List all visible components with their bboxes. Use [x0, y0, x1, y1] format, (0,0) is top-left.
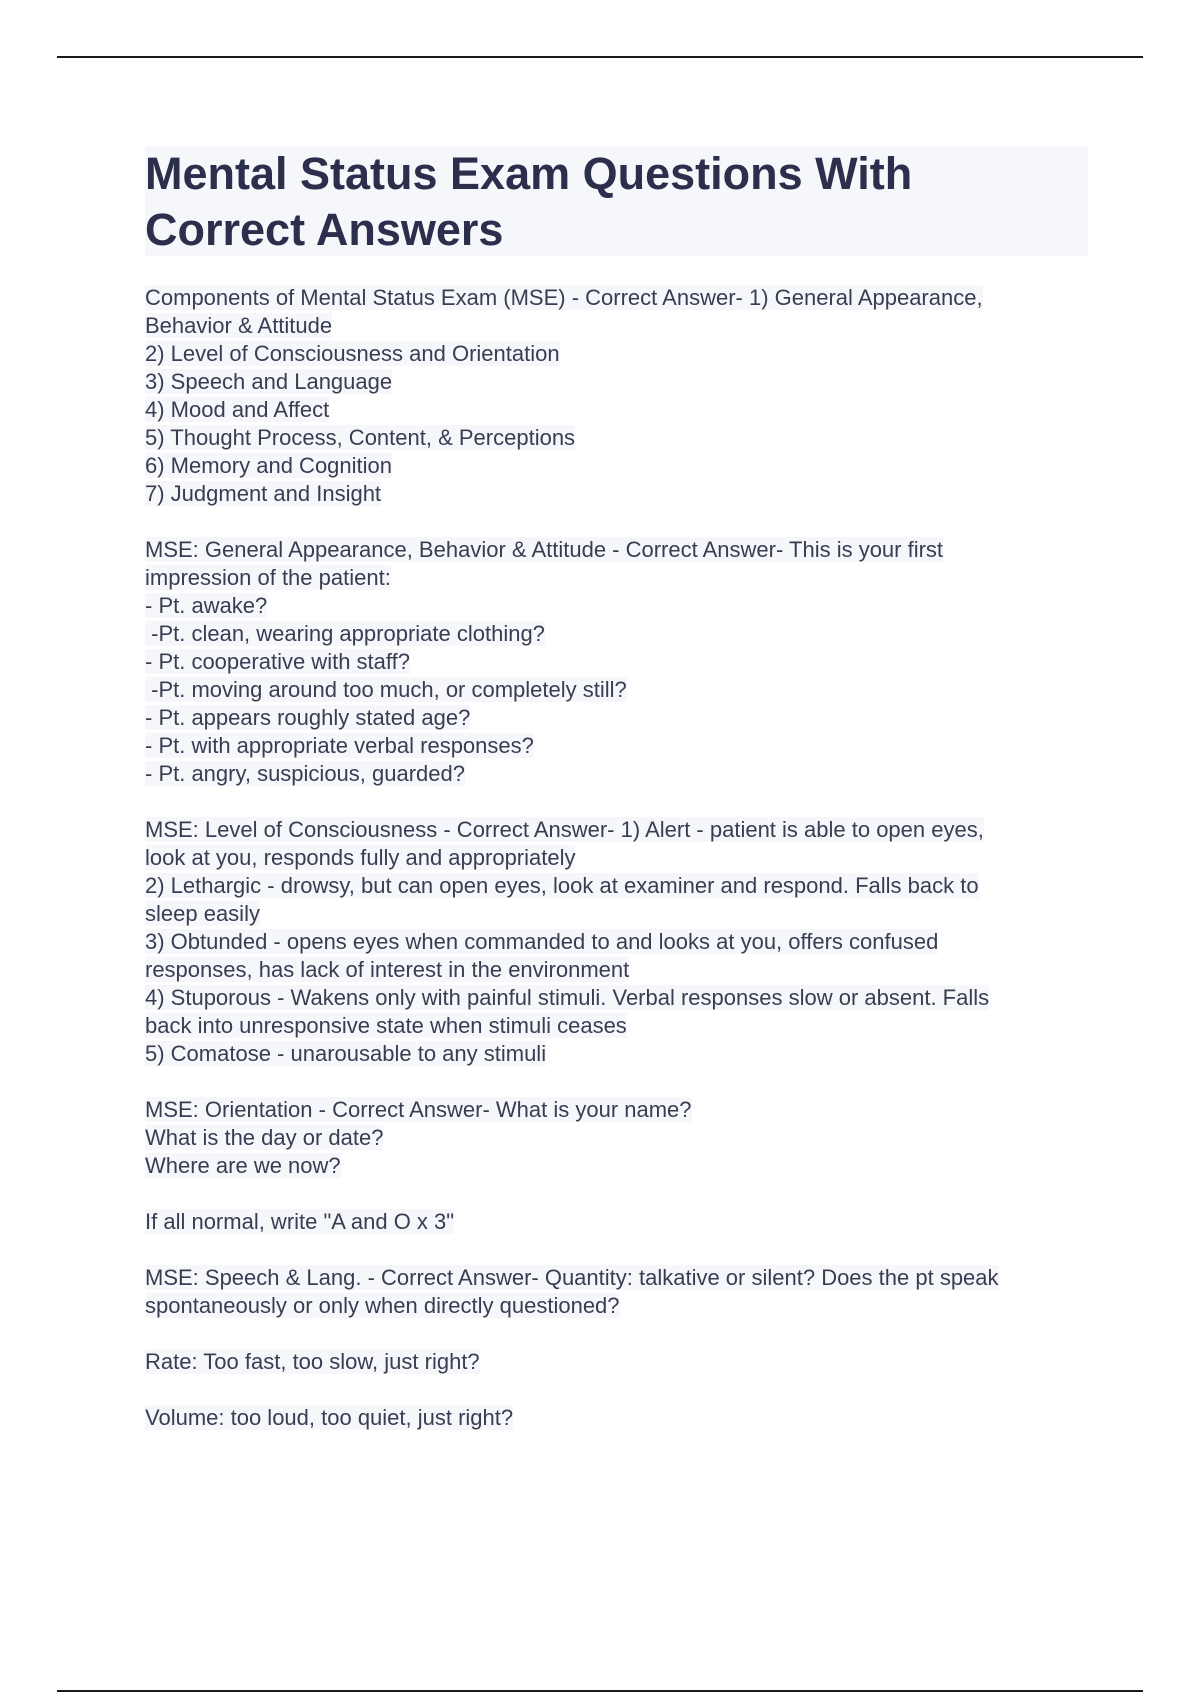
text-line [145, 816, 1095, 844]
text-line-content: 3) Speech and Language [145, 369, 393, 394]
qa-section [145, 1096, 1095, 1180]
text-line-content: Rate: Too fast, too slow, just right? [145, 1349, 480, 1374]
text-line [145, 704, 1095, 732]
text-line-content: 4) Mood and Affect [145, 397, 330, 422]
qa-section [145, 1208, 1095, 1236]
text-line-content: Where are we now? [145, 1153, 341, 1178]
title-block [145, 146, 1088, 256]
text-line [145, 1292, 1095, 1320]
text-line-content: Behavior & Attitude [145, 313, 333, 338]
text-line [145, 676, 1095, 704]
text-line [145, 564, 1095, 592]
qa-section [145, 816, 1095, 1068]
text-line-content: - Pt. awake? [145, 593, 268, 618]
text-line-content: 4) Stuporous - Wakens only with painful stimuli. Verbal responses slow or absent. Falls [145, 985, 990, 1010]
text-line [145, 1096, 1095, 1124]
text-line-content: If all normal, write "A and O x 3" [145, 1209, 455, 1234]
text-line-content: 5) Thought Process, Content, & Perceptions [145, 425, 576, 450]
text-line [145, 1208, 1095, 1236]
text-line [145, 592, 1095, 620]
document-body [145, 284, 1095, 1460]
text-line-content: What is the day or date? [145, 1125, 384, 1150]
text-line-content: spontaneously or only when directly questioned? [145, 1293, 620, 1318]
text-line [145, 872, 1095, 900]
text-line [145, 1012, 1095, 1040]
text-line-content: MSE: Orientation - Correct Answer- What is your name? [145, 1097, 692, 1122]
bottom-divider [57, 1690, 1143, 1692]
text-line [145, 1404, 1095, 1432]
text-line [145, 1264, 1095, 1292]
text-line-content: MSE: Speech & Lang. - Correct Answer- Quantity: talkative or silent? Does the pt speak [145, 1265, 999, 1290]
text-line-content: MSE: General Appearance, Behavior & Attitude - Correct Answer- This is your first [145, 537, 944, 562]
top-divider [57, 56, 1143, 58]
text-line-content: 3) Obtunded - opens eyes when commanded to and looks at you, offers confused [145, 929, 939, 954]
text-line [145, 424, 1095, 452]
qa-section [145, 536, 1095, 788]
text-line-content: 5) Comatose - unarousable to any stimuli [145, 1041, 547, 1066]
text-line [145, 620, 1095, 648]
text-line [145, 1152, 1095, 1180]
text-line [145, 312, 1095, 340]
text-line [145, 1124, 1095, 1152]
text-line [145, 760, 1095, 788]
qa-section [145, 284, 1095, 508]
text-line [145, 1348, 1095, 1376]
text-line-content: sleep easily [145, 901, 260, 926]
text-line-content: 2) Lethargic - drowsy, but can open eyes, look at examiner and respond. Falls back to [145, 873, 979, 898]
text-line-content: Components of Mental Status Exam (MSE) - Correct Answer- 1) General Appearance, [145, 285, 983, 310]
text-line-content: impression of the patient: [145, 565, 391, 590]
text-line [145, 368, 1095, 396]
text-line [145, 844, 1095, 872]
text-line-content: 6) Memory and Cognition [145, 453, 393, 478]
text-line-content: back into unresponsive state when stimuli ceases [145, 1013, 627, 1038]
text-line-content: MSE: Level of Consciousness - Correct Answer- 1) Alert - patient is able to open eyes, [145, 817, 984, 842]
page-title-line-2: Correct Answers [145, 204, 504, 255]
qa-section [145, 1264, 1095, 1320]
text-line [145, 284, 1095, 312]
text-line [145, 1040, 1095, 1068]
text-line-content: 7) Judgment and Insight [145, 481, 382, 506]
text-line-content: -Pt. clean, wearing appropriate clothing? [145, 621, 545, 646]
text-line [145, 900, 1095, 928]
text-line [145, 480, 1095, 508]
page-title [145, 146, 912, 258]
text-line-content: - Pt. with appropriate verbal responses? [145, 733, 534, 758]
text-line [145, 340, 1095, 368]
text-line-content: responses, has lack of interest in the environment [145, 957, 630, 982]
text-line [145, 396, 1095, 424]
text-line-content: 2) Level of Consciousness and Orientation [145, 341, 560, 366]
text-line-content: - Pt. appears roughly stated age? [145, 705, 471, 730]
text-line [145, 984, 1095, 1012]
text-line [145, 956, 1095, 984]
text-line-content: - Pt. cooperative with staff? [145, 649, 410, 674]
text-line-content: look at you, responds fully and appropriately [145, 845, 576, 870]
text-line-content: Volume: too loud, too quiet, just right? [145, 1405, 514, 1430]
text-line [145, 732, 1095, 760]
qa-section [145, 1348, 1095, 1376]
text-line [145, 452, 1095, 480]
qa-section [145, 1404, 1095, 1432]
page-title-line-1: Mental Status Exam Questions With [145, 148, 913, 199]
text-line-content: - Pt. angry, suspicious, guarded? [145, 761, 465, 786]
text-line [145, 536, 1095, 564]
text-line [145, 928, 1095, 956]
text-line [145, 648, 1095, 676]
text-line-content: -Pt. moving around too much, or completely still? [145, 677, 627, 702]
